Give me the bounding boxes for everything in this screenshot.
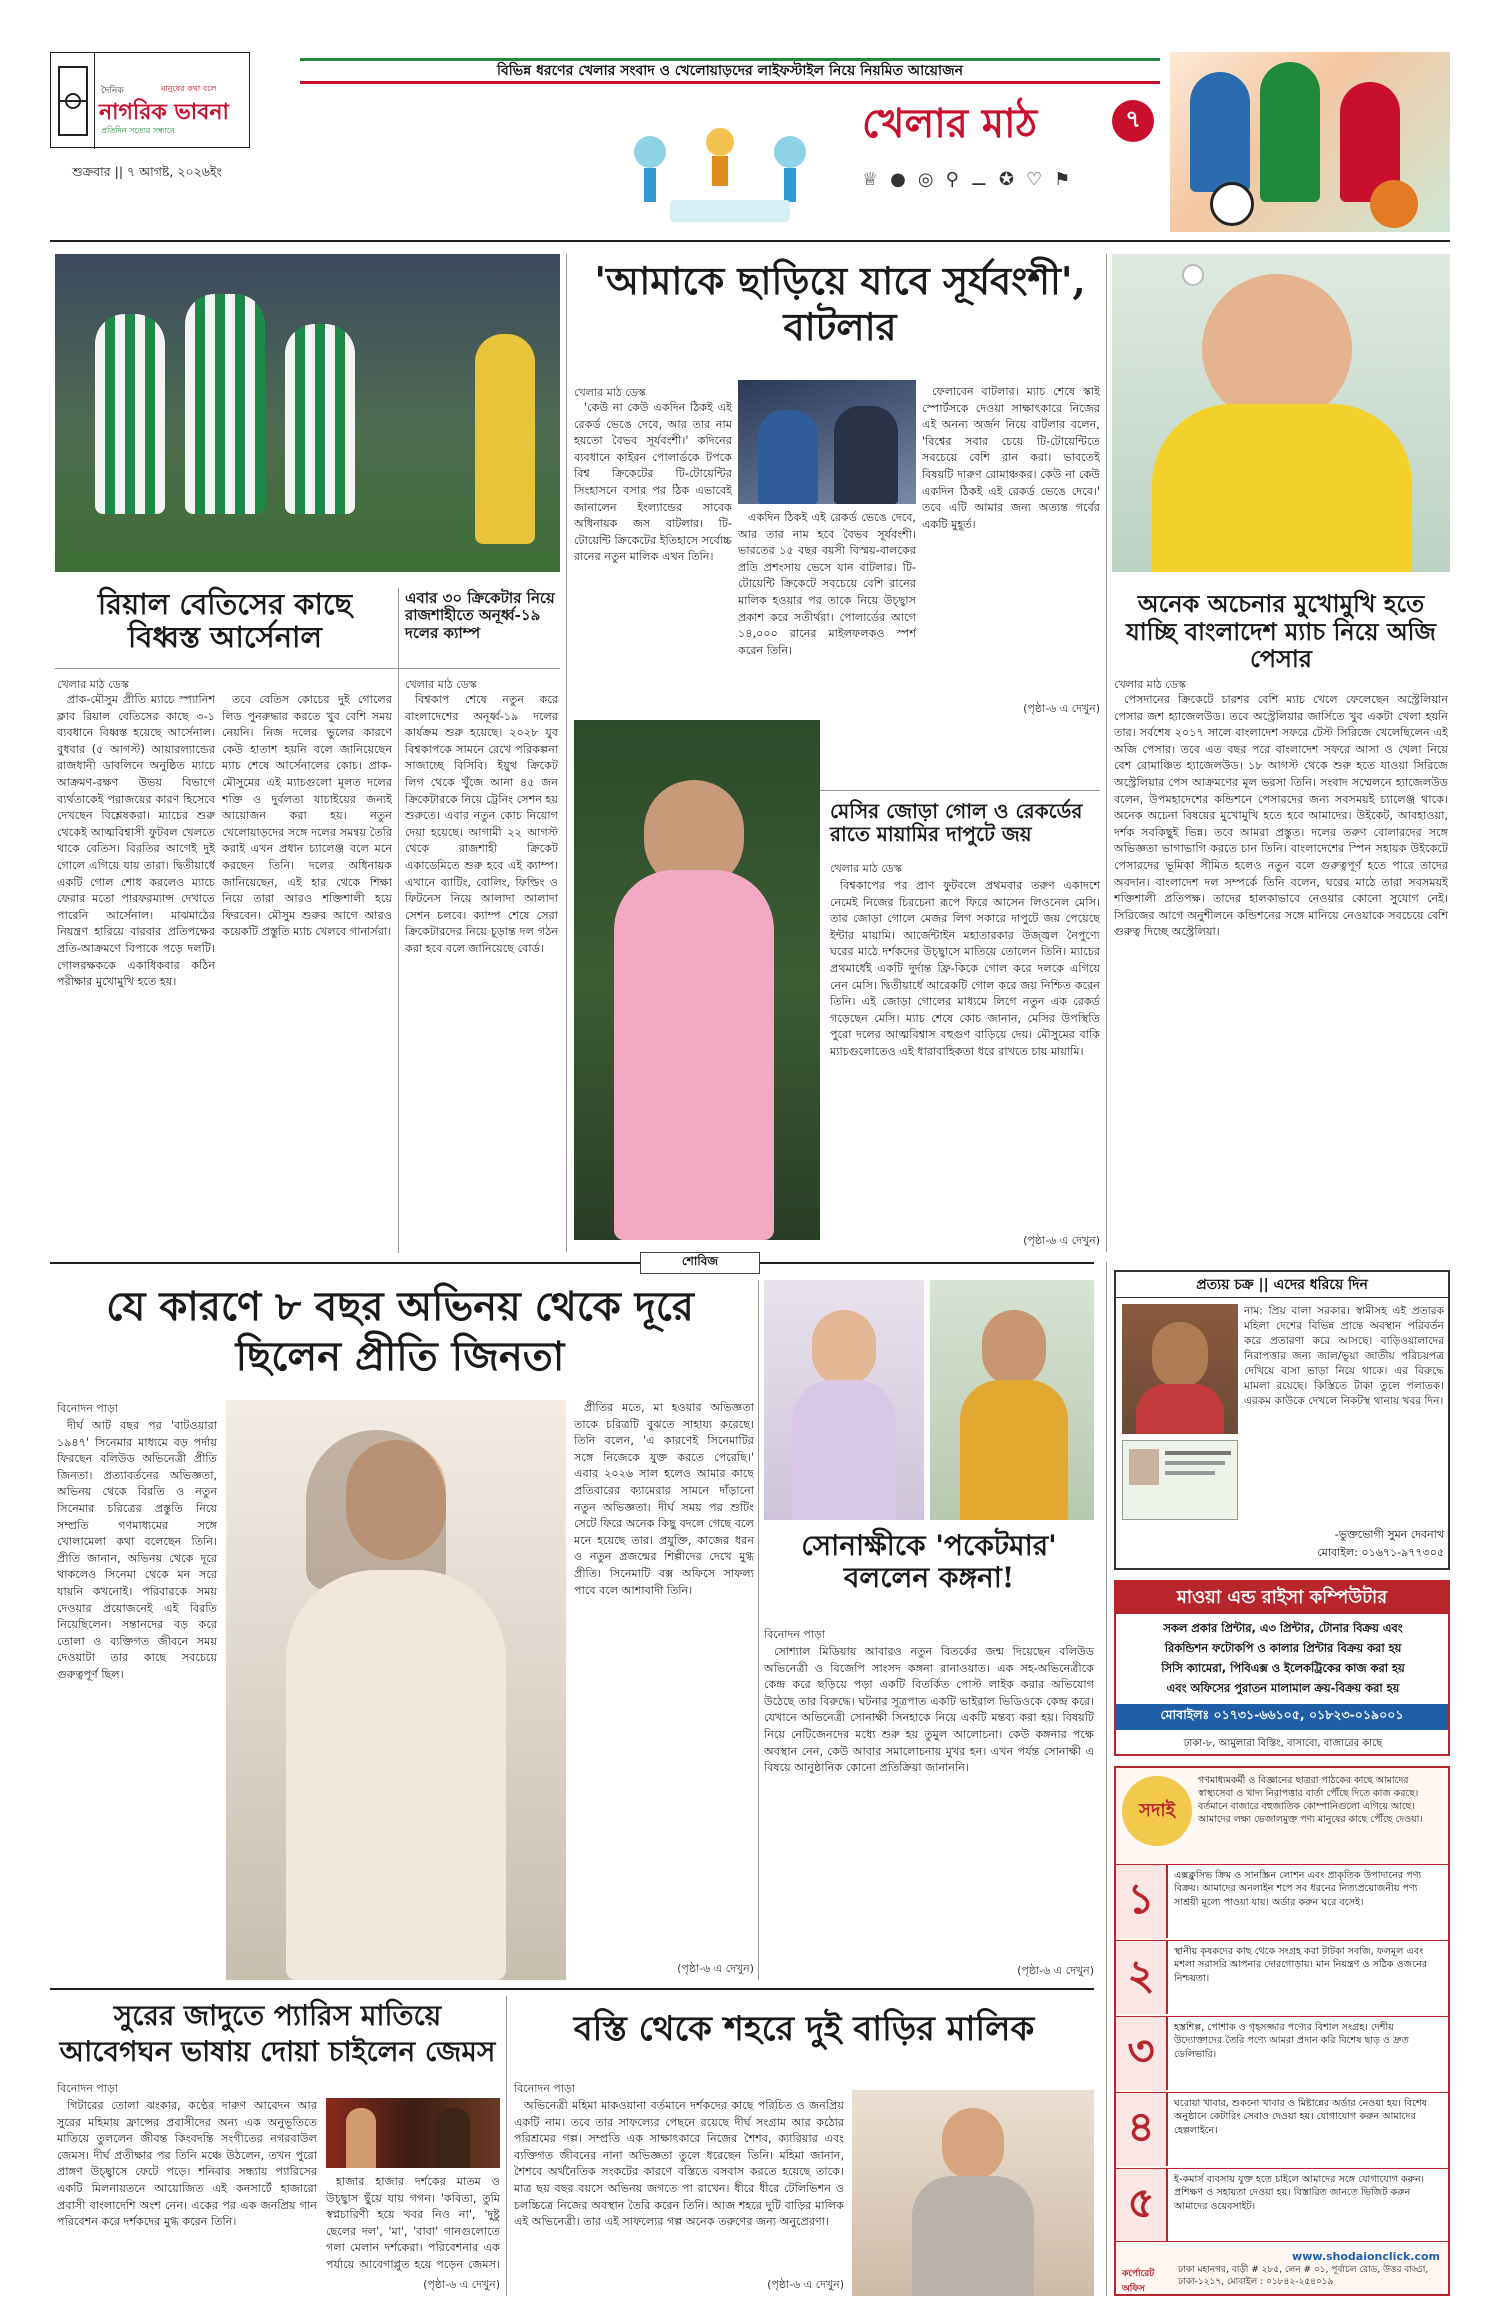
wanted-title <box>1116 1272 1448 1298</box>
sodai-item-text: ঘরোয়া খাবার, শুকনো খাবার ও মিষ্টান্নের অর্ডার নেওয়া হয়। বিশেষ অনুষ্ঠানে কেটারিং সেবাও দেওয়া হয়। যোগাযোগ করুন আমাদের হেল্পলাইনে। <box>1168 2093 1448 2166</box>
logo-tagline: মানুষের কথা বলে <box>161 84 217 93</box>
wanted-phone: মোবাইল: ০১৬৭১-৯৭৭৩০৫ <box>1317 1546 1444 1559</box>
showbiz-label-text: শোবিজ <box>681 1254 719 1268</box>
james-col2: হাজার হাজার দর্শকের মাতম ও উচ্ছ্বাস ছুঁয়ে যায় গগন। 'কবিতা, তুমি স্বপ্নচারিণী হয়ে খবর নিও না', 'দুষ্টু ছেলের দল', 'মা', 'বাবা' গানগুলোতে গলা মেলান দর্শকেরা। পরিবেশনার এক পর্যায়ে আবেগাপ্লুত হয়ে পড়েন জেমস। <box>326 2175 500 2271</box>
butler-col1: 'কেউ না কেউ একদিন ঠিকই এই রেকর্ড ভেঙে দেবে, আর তার নাম হয়তো বৈভব সূর্যবংশী।' কদিনের ব্যবধানে কাইরন পোলার্ডকে টপকে বিশ্ব ক্রিকেটের টি-টোয়েন্টির সিংহাসনে বসার পর ঠিক এভাবেই জানালেন ইংল্যান্ডের সাবেক অধিনায়ক জস বাটলার। টি-টোয়েন্টি ক্রিকেটের ইতিহাসে সর্বোচ্চ রানের নতুন মালিক এখন তিনি। <box>574 401 732 564</box>
sonakshi-headline: সোনাক্ষীকে 'পকেটমার' বললেন কঙ্গনা! <box>801 1529 1057 1595</box>
betis-byline: খেলার মাঠ ডেস্ক <box>57 678 129 691</box>
mawa-line1: সকল প্রকার প্রিন্টার, এ৩ প্রিন্টার, টোনার বিক্রয় এবং <box>1163 1621 1403 1635</box>
sodai-url[interactable]: www.shodaionclick.com <box>1292 2250 1440 2263</box>
betis-headline: রিয়াল বেতিসের কাছে বিধ্বস্ত আর্সেনাল <box>97 587 353 655</box>
james-photo <box>326 2098 500 2168</box>
sodai-list <box>1116 1864 1448 2248</box>
heart-icon: ♡ <box>1026 168 1043 190</box>
banner-strip <box>300 58 1160 84</box>
soccer-ball-icon: ● <box>890 168 906 190</box>
sodai-item-text: স্থানীয় কৃষকদের কাছ থেকে সংগ্রহ করা টাটকা সবজি, ফলমূল এবং মশলা সরাসরি আপনার দোরগোড়ায়। মান নিয়ন্ত্রণ ও সঠিক ওজনের নিশ্চয়তা। <box>1168 1941 1448 2014</box>
pacer-photo <box>1112 254 1450 572</box>
sports-pictograms <box>610 92 840 232</box>
wanted-footer: -ভুক্তভোগী সুমন দেবনাথ <box>1334 1528 1444 1541</box>
slum-byline: বিনোদন পাড়া <box>514 2082 575 2095</box>
mawa-phone-bar <box>1116 1704 1448 1730</box>
messi-headline: মেসির জোড়া গোল ও রেকর্ডের রাতে মায়ামির দাপুটে জয় <box>830 799 1083 846</box>
mawa-title-bar <box>1116 1582 1448 1614</box>
sodai-address: ঢাকা মহানগর, বাড়ী # ২৮৫, লেন # ০১, পূর্বাচল রোড, উত্তর বাড্ডা, ঢাকা-১২১৭, মোবাইল : ০১৮৪২-২৫৪০১৯ <box>1178 2265 1429 2287</box>
wanted-text: নাম: প্রিয় বালা সরকার। স্বামীসহ এই প্রতারক মহিলা দেশের বিভিন্ন প্রান্তে অবস্থান পরিবর্তন করে প্রতারণা করে আসছে। বাড়িওয়ালাদের নিরাপত্তার জন্য জাল/ভুয়া জাতীয় পরিচয়পত্র দেখিয়ে বাসা ভাড়া নিয়ে থাকে। এর বিরুদ্ধে মামলা রয়েছে। কিস্তিতে টাকা তুলে পলাতক। এরকম কাউকে দেখলে নিকটস্থ থানায় খবর দিন। <box>1244 1305 1444 1407</box>
sodai-item-number: ২ <box>1116 1941 1168 2014</box>
u19-headline: এবার ৩০ ক্রিকেটার নিয়ে রাজশাহীতে অনূর্ধ্ব-১৯ দলের ক্যাম্প <box>405 589 555 642</box>
showbiz-label <box>640 1252 760 1274</box>
sonakshi-photo <box>930 1280 1094 1520</box>
slum-text: অভিনেত্রী মহিমা মাকওয়ানা বর্তমানে দর্শকদের কাছে পরিচিত ও জনপ্রিয় একটি নাম। তবে তার সাফল্যের পেছনে রয়েছে দীর্ঘ সংগ্রাম আর কঠোর পরিশ্রমের গল্প। সম্প্রতি এক সাক্ষাৎকারে নিজের শৈশব, ক্যারিয়ার এবং ব্যক্তিগত জীবনের নানা অভিজ্ঞতা তুলে ধরেছেন তিনি। মহিমা জানান, শৈশবে অর্থনৈতিক সংকটের কারণে বস্তিতে বসবাস করতে হয়েছে তাকে। মাত্র ছয় বছর বয়সে অভিনয় জগতে পা রাখেন। ধীরে ধীরে টেলিভিশন ও চলচ্চিত্রে নিজের অবস্থান তৈরি করেন তিনি। আজ শহরে দুটি বাড়ির মালিক এই অভিনেত্রী। তার এই সাফল্যের গল্প অনেক তরুণের জন্য অনুপ্রেরণা। <box>514 2099 844 2229</box>
section-title: খেলার মাঠ <box>862 100 1038 147</box>
preity-photo <box>226 1400 566 1980</box>
wanted-notice <box>1114 1270 1450 1570</box>
running-icon: ⚑ <box>1054 168 1071 190</box>
preity-col1: দীর্ঘ আট বছর পর 'বাটওয়ারা ১৯৪৭' সিনেমার মাধ্যমে বড় পর্দায় ফিরছেন বলিউড অভিনেত্রী প্রীতি জিনতা। প্রত্যাবর্তনের অভিজ্ঞতা, অভিনয় থেকে বিরতি ও নতুন সিনেমার চরিত্রের প্রস্তুতি নিয়ে সম্প্রতি গণমাধ্যমের সঙ্গে খোলামেলা কথা বলেছেন তিনি। প্রীতি জানান, অভিনয় থেকে দূরে থাকলেও সিনেমা থেকে মন সরে যায়নি কখনোই। পরিবারকে সময় দেওয়ার প্রয়োজনেই এই বিরতি নিয়েছিলেন। সন্তানদের বড় করে তোলা ও ব্যক্তিগত জীবনে সময় দেওয়াটা তার কাছে সবচেয়ে গুরুত্বপূর্ণ ছিল। <box>57 1419 217 1681</box>
u19-col1: বিশ্বকাপ শেষে নতুন করে বাংলাদেশের অনূর্ধ্ব-১৯ দলের কার্যক্রম শুরু হয়েছে। ২০২৮ যুব বিশ্বকাপকে সামনে রেখে পরিকল্পনা সাজাচ্ছে বিসিবি। ইয়ুথ ক্রিকেট লিগ থেকে খুঁজে আনা ৪৫ জন ক্রিকেটারকে নিয়ে ট্রেনিং সেশন হয় শুরুতে। এবার নতুন কোচ নিয়োগ দেয়া হয়েছে। আগামী ২২ আগস্ট থেকে রাজশাহী ক্রিকেট একাডেমিতে শুরু হবে এই ক্যাম্প। এখানে ব্যাটিং, বোলিং, ফিল্ডিং ও ফিটনেস নিয়ে আলাদা আলাদা সেশন চলবে। ক্যাম্প শেষে সেরা ক্রিকেটারদের নিয়ে চূড়ান্ত দল গঠন করা হবে বলে জানিয়েছে বোর্ড। <box>405 693 558 955</box>
messi-byline: খেলার মাঠ ডেস্ক <box>830 862 902 875</box>
sodai-item <box>1116 2016 1448 2090</box>
sodai-item-number: ৫ <box>1116 2169 1168 2241</box>
sodai-address-label: কর্পোরেট অফিস <box>1122 2269 1155 2294</box>
sodai-item-text: হস্তশিল্প, পোশাক ও গৃহসজ্জার পণ্যের বিশাল সংগ্রহ। দেশীয় উদ্যোক্তাদের তৈরি পণ্যে আমরা প্রদান করি বিশেষ ছাড় ও দ্রুত ডেলিভারি। <box>1168 2017 1448 2090</box>
messi-photo <box>574 720 820 1240</box>
pacer-byline: খেলার মাঠ ডেস্ক <box>1114 678 1186 691</box>
sodai-item <box>1116 1864 1448 1938</box>
kangana-photo <box>764 1280 924 1520</box>
sodai-item-number: ১ <box>1116 1865 1168 1938</box>
sonakshi-byline: বিনোদন পাড়া <box>764 1628 825 1641</box>
athletes-collage <box>1170 52 1450 232</box>
logo-sub: প্রতিদিন সত্যের সন্ধানে <box>101 126 175 135</box>
butler-byline: খেলার মাঠ ডেস্ক <box>574 386 646 399</box>
sodai-item-text: এক্সক্লুসিভ ক্রিম ও সানস্ক্রিন লোশন এবং প্রাকৃতিক উপাদানের পণ্য বিক্রয়। আমাদের অনলাইন শপে সব ধরনের নিত্যপ্রয়োজনীয় পণ্য সাশ্রয়ী মূল্যে পাওয়া যায়। অর্ডার করুন ঘরে বসেই। <box>1168 1865 1448 1938</box>
preity-col2: প্রীতির মতে, মা হওয়ার অভিজ্ঞতা তাকে চরিত্রটি বুঝতে সাহায্য করেছে। তিনি বলেন, 'এ কারণেই সিনেমাটির সঙ্গে নিজেকে যুক্ত করতে পেরেছি।' এবার ২০২৬ সাল হলেও আমার কাছে প্রতিবারের ক্যামেরার সামনে দাঁড়ানো নতুন অভিজ্ঞতা। দীর্ঘ সময় পর শুটিং সেটে ফিরে অনেক কিছু বদলে গেছে বলে মনে হয়েছে তার। প্রযুক্তি, কাজের ধরন ও নতুন প্রজন্মের শিল্পীদের দেখে মুগ্ধ প্রীতি। সিনেমাটি বক্স অফিসে সাফল্য পাবে বলে আশাবাদী তিনি। <box>574 1401 754 1597</box>
betis-col1: প্রাক-মৌসুম প্রীতি ম্যাচে স্প্যানিশ ক্লাব রিয়াল বেতিসের কাছে ৩-১ ব্যবধানে বিধ্বস্ত হয়েছে আর্সেনাল। বুধবার (৫ আগস্ট) আয়ারল্যান্ডের রাজধানী ডাবলিনে অনুষ্ঠিত ম্যাচে আক্রমণ-রক্ষণ উভয় বিভাগে ব্যর্থতাকেই পরাজয়ের কারণ হিসেবে দেখছেন বিশ্লেষকরা। ম্যাচের শুরু থেকেই আত্মবিশ্বাসী ফুটবল খেলতে থাকে বেতিস। বিরতির আগেই দুই গোলে এগিয়ে যায় তারা। দ্বিতীয়ার্ধে একটি গোল শোধ করলেও ম্যাচে ফেরার মতো পারফরম্যান্স দেখাতে পারেনি আর্সেনাল। মাঝমাঠের নিয়ন্ত্রণ হারিয়ে বারবার প্রতিপক্ষের প্রতি-আক্রমণে বিপাকে পড়ে দলটি। গোলরক্ষককে একাধিকবার কঠিন পরীক্ষার মুখোমুখি হতে হয়। <box>57 693 215 989</box>
wanted-title-text: প্রত্যয় চক্র || এদের ধরিয়ে দিন <box>1196 1276 1368 1293</box>
banner-text: বিভিন্ন ধরণের খেলার সংবাদ ও খেলোয়াড়দের লাইফস্টাইল নিয়ে নিয়মিত আয়োজন <box>496 63 963 79</box>
sodai-intro: গণমাধ্যমকর্মী ও বিজ্ঞানের ছাত্ররা পাঠকের কাছে আমাদের স্বাস্থ্যসেবা ও খাদ্য নিরাপত্তার বার্তা পৌঁছে দিতে কাজ করছে। বর্তমানে বাজারে বহুজাতিক কোম্পানিগুলো এগিয়ে আছে। আমাদের লক্ষ্য ভেজালমুক্ত পণ্য মানুষের কাছে পৌঁছে দেওয়া। <box>1198 1775 1423 1825</box>
medal-icon: ✪ <box>998 168 1014 190</box>
pacer-text: পেসদানের ক্রিকেটে চারশর বেশি ম্যাচ খেলে ফেলেছেন অস্ট্রেলিয়ান পেসার জশ হ্যাজেলউড। তবে অস্ট্রেলিয়ার জার্সিতে খুব একটা খেলা হয়নি তার। সর্বশেষ ২০১৭ সালে বাংলাদেশ সফরে টেস্ট সিরিজে খেলেছিলেন এই অজি পেসার। তবে এত বছর পরে বাংলাদেশ সফরে আসা ও খেলা নিয়ে বেশ রোমাঞ্চিত হ্যাজেলউড। ১৮ আগস্ট থেকে শুরু হতে যাওয়া সিরিজে অস্ট্রেলিয়ার পেস আক্রমণের মূল ভরসা তিনি। সংবাদ সম্মেলনে হ্যাজেলউড বলেন, উপমহাদেশের কন্ডিশনে পেসারদের জন্য সবসময়ই চ্যালেঞ্জ থাকে। অনেক অচেনা বিষয়ের মুখোমুখি হতে হবে আমাদের। উইকেট, আবহাওয়া, দর্শক সবকিছুই ভিন্ন। তবে আমরা প্রস্তুত। দলের তরুণ বোলারদের সঙ্গে অভিজ্ঞতা ভাগাভাগি করতে চান তিনি। বাংলাদেশের স্পিন সহায়ক উইকেটে পেসারদের ভূমিকা সীমিত হলেও নতুন বলে গুরুত্বপূর্ণ হতে পারে তাদের অবদান। বাংলাদেশ দল সম্পর্কে তিনি বলেন, ঘরের মাঠে তারা সবসময়ই শক্তিশালী প্রতিপক্ষ। তাদের হালকাভাবে নেওয়ার কোনো সুযোগ নেই। সিরিজের আগে অনুশীলনে কন্ডিশনের সঙ্গে মানিয়ে নেওয়াকে সবচেয়ে বেশি গুরুত্ব দিচ্ছে অস্ট্রেলিয়া। <box>1114 693 1448 939</box>
sodai-ad <box>1114 1766 1450 2296</box>
tennis-icon: ◎ <box>917 168 934 190</box>
james-headline: সুরের জাদুতে প্যারিস মাতিয়ে আবেগঘন ভাষায় দোয়া চাইলেন জেমস <box>59 1999 496 2069</box>
james-col1: গিটারের তোলা ঝংকার, কণ্ঠের দারুণ আবেদন আর সুরের মহিমায় ফ্রান্সের প্রবাসীদের অন্য এক অনুভূতিতে মাতিয়ে তুললেন জীবন্ত কিংবদন্তি সংগীতের নগরবাউল জেমস। দীর্ঘ প্রতীক্ষার পর তিনি মঞ্চে উঠলেন, তখন পুরো প্রাঙ্গণ উচ্ছ্বাসে ফেটে পড়ে। শনিবার সন্ধ্যায় প্যারিসের একটি মিলনায়তনে আয়োজিত এই কনসার্টে হাজারো প্রবাসী বাংলাদেশি অংশ নেন। একের পর এক জনপ্রিয় গান পরিবেশন করে দর্শকদের মুগ্ধ করেন তিনি। <box>57 2099 317 2229</box>
sodai-logo <box>1122 1776 1192 1846</box>
slum-headline: বস্তি থেকে শহরে দুই বাড়ির মালিক <box>573 2009 1035 2049</box>
preity-continued: (পৃষ্ঠা-৬ এ দেখুন) <box>677 1962 754 1975</box>
james-byline: বিনোদন পাড়া <box>57 2082 118 2095</box>
sonakshi-text: সোশ্যাল মিডিয়ায় আবারও নতুন বিতর্কের জন্ম দিয়েছেন বলিউড অভিনেত্রী ও বিজেপি সাংসদ কঙ্গনা রানাওয়াত। এক সহ-অভিনেত্রীকে কেন্দ্র করে ছড়িয়ে পড়া একটি বিতর্কিত পোস্ট লাইক করার অভিযোগ উঠেছে তার বিরুদ্ধে। ঘটনার সূত্রপাত একটি ভাইরাল ভিডিওকে কেন্দ্র করে। যেখানে অভিনেত্রী সোনাক্ষী সিনহাকে নিয়ে একটি মন্তব্য করা হয়। বিষয়টি নিয়ে নেটিজেনদের মধ্যে শুরু হয় তুমুল আলোচনা। কেউ কঙ্গনার পক্ষে অবস্থান নেন, কেউ আবার সমালোচনায় মুখর হন। এখন পর্যন্ত সোনাক্ষী এ বিষয়ে আনুষ্ঠানিক কোনো প্রতিক্রিয়া জানাননি। <box>764 1645 1094 1775</box>
section-title-box <box>862 92 1162 154</box>
logo-name: নাগরিক ভাবনা <box>99 99 229 125</box>
butler-col2: একদিন ঠিকই এই রেকর্ড ভেঙে দেবে, আর তার নাম হবে বৈভব সূর্যবংশী। ভারতের ১৫ বছর বয়সী বিস্ময়-বালকের প্রতি প্রশংসায় ভেসে যান বাটলার। টি-টোয়েন্টি ক্রিকেটে সবচেয়ে বেশি রানের মালিক হওয়ার পর তাকে নিয়ে উচ্ছ্বাস প্রকাশ করে সতীর্থরা। পোলার্ডের আগে ১৪,০০০ রানের মাইলফলকও স্পর্শ করেন তিনি। <box>738 511 916 657</box>
butler-photo <box>738 380 916 504</box>
u19-byline: খেলার মাঠ ডেস্ক <box>405 678 477 691</box>
field-icon <box>51 53 95 149</box>
cycling-icon: ⚲ <box>945 168 959 190</box>
dateline: শুক্রবার || ৭ আগষ্ট, ২০২৬ইং <box>72 164 222 179</box>
suspect-id-card <box>1122 1440 1238 1520</box>
betis-photo <box>55 254 560 572</box>
logo-small: দৈনিক <box>101 86 124 96</box>
butler-col3: ফেলাবেন বাটলার। ম্যাচ শেষে স্কাই স্পোর্টসকে দেওয়া সাক্ষাৎকারে নিজের এই অনন্য অর্জন নিয়ে বাটলার বলেন, 'বিশ্বের সবার চেয়ে টি-টোয়েন্টিতে সবচেয়ে বেশি রান করা। ভাবতেই বিষয়টি দারুণ রোমাঞ্চকর। কেউ না কেউ একদিন ঠিকই এই রেকর্ড ভেঙে দেবে।' তবে এটি আমার জন্য অত্যন্ত গর্বের একটি মুহূর্ত। <box>922 385 1100 531</box>
messi-continued: (পৃষ্ঠা-৬ এ দেখুন) <box>1023 1234 1100 1247</box>
sodai-item <box>1116 2168 1448 2242</box>
mawa-line3: সিসি ক্যামেরা, পিবিএক্স ও ইলেকট্রিকের কাজ করা হয় <box>1161 1661 1405 1675</box>
logo <box>50 52 250 148</box>
mawa-address: ঢাকা-৮, আমুলারা বিস্তিং, বাসাবো, বাজারের কাছে <box>1183 1738 1383 1749</box>
page-number-badge <box>1112 100 1154 142</box>
sodai-item-number: ৩ <box>1116 2017 1168 2090</box>
sodai-item <box>1116 2092 1448 2166</box>
mawa-line2: রিকন্ডিশন ফটোকপি ও কালার প্রিন্টার বিক্রয় করা হয় <box>1164 1641 1402 1655</box>
trophy-icon: ♕ <box>862 168 879 190</box>
sport-icon-row <box>862 164 1162 194</box>
slum-continued: (পৃষ্ঠা-৬ এ দেখুন) <box>767 2278 844 2291</box>
butler-continued: (পৃষ্ঠা-৬ এ দেখুন) <box>1023 702 1100 715</box>
preity-byline: বিনোদন পাড়া <box>57 1402 118 1415</box>
sodai-logo-text: সদাই <box>1139 1799 1175 1821</box>
betis-col2: তবে বেতিস কোচের দুই গোলের লিড পুনরুদ্ধার করতে খুব বেশি সময় নেয়নি। নিজ দলের ভুলের কারণে কেউ হাতাশ হয়নি বলে জানিয়েছেন ম্যাচ শেষে আর্সেনালের কোচ। প্রাক-মৌসুমের এই ম্যাচগুলো মূলত দলের শক্তি ও দুর্বলতা যাচাইয়ের জন্যই আয়োজন করা হয়। নতুন খেলোয়াড়দের সঙ্গে দলের সমন্বয় তৈরি করাই এখন প্রধান চ্যালেঞ্জ বলে মনে করছেন তিনি। দলের অধিনায়ক জানিয়েছেন, এই হার থেকে শিক্ষা নিয়ে তারা আরও শক্তিশালী হয়ে ফিরবেন। মৌসুম শুরুর আগে আরও কয়েকটি প্রস্তুতি ম্যাচ খেলবে গানার্সরা। <box>222 693 392 939</box>
mawa-title: মাওয়া এন্ড রাইসা কম্পিউটার <box>1176 1586 1388 1608</box>
pacer-headline: অনেক অচেনার মুখোমুখি হতে যাচ্ছি বাংলাদেশ ম্যাচ নিয়ে অজি পেসার <box>1125 589 1437 674</box>
mahima-photo <box>852 2090 1094 2296</box>
page-number: ৭ <box>1125 105 1141 133</box>
suspect-photo <box>1122 1304 1238 1434</box>
mawa-phone: মোবাইলঃ ০১৭৩১-৬৬১০৫, ০১৮২৩-০১৯০০১ <box>1160 1707 1404 1722</box>
sodai-item-number: ৪ <box>1116 2093 1168 2166</box>
mawa-ad <box>1114 1580 1450 1756</box>
messi-text: বিশ্বকাপের পর প্রাণ ফুটবলে প্রথমবার তরুণ একাদশে নেমেই নিজের চিরচেনা রূপে ফিরে আসেন লিওনেল মেসি। তার জোড়া গোলে মেজর লিগ সকারে দাপুটে জয় পেয়েছে ইন্টার মায়ামি। আর্জেন্টাইন মহাতারকার উজ্জ্বল নৈপুণ্যে ঘরের মাঠে দর্শকদের উচ্ছ্বাসে মাতিয়ে তোলেন তিনি। ম্যাচের প্রথমার্ধেই একটি দুর্দান্ত ফ্রি-কিকে গোল করে দলকে এগিয়ে নেন মেসি। দ্বিতীয়ার্ধে আরেকটি গোল করে জয় নিশ্চিত করেন তিনি। এই জোড়া গোলের মাধ্যমে লিগে নতুন এক রেকর্ড গড়েছেন মেসি। ম্যাচ শেষে কোচ জানান, মেসির উপস্থিতি পুরো দলের আত্মবিশ্বাস বহুগুণ বাড়িয়ে দেয়। মৌসুমের বাকি ম্যাচগুলোতেও এই ধারাবাহিকতা ধরে রাখতে চায় মায়ামি। <box>830 879 1100 1058</box>
dumbbell-icon: ⚊ <box>970 168 987 190</box>
sonakshi-continued: (পৃষ্ঠা-৬ এ দেখুন) <box>1017 1964 1094 1977</box>
masthead <box>50 52 1450 232</box>
butler-headline: 'আমাকে ছাড়িয়ে যাবে সূর্যবংশী', বাটলার <box>594 258 1086 349</box>
sodai-item-text: ই-কমার্স ব্যবসায় যুক্ত হতে চাইলে আমাদের সঙ্গে যোগাযোগ করুন। প্রশিক্ষণ ও সহায়তা দেওয়া হয়। বিস্তারিত জানতে ভিজিট করুন আমাদের ওয়েবসাইট। <box>1168 2169 1448 2241</box>
sodai-item <box>1116 1940 1448 2014</box>
james-continued: (পৃষ্ঠা-৬ এ দেখুন) <box>423 2278 500 2291</box>
preity-headline: যে কারণে ৮ বছর অভিনয় থেকে দূরে ছিলেন প্রীতি জিনতা <box>106 1283 694 1380</box>
mawa-line4: এবং অফিসের পুরাতন মালামাল ক্রয়-বিক্রয় করা হয় <box>1166 1681 1400 1695</box>
